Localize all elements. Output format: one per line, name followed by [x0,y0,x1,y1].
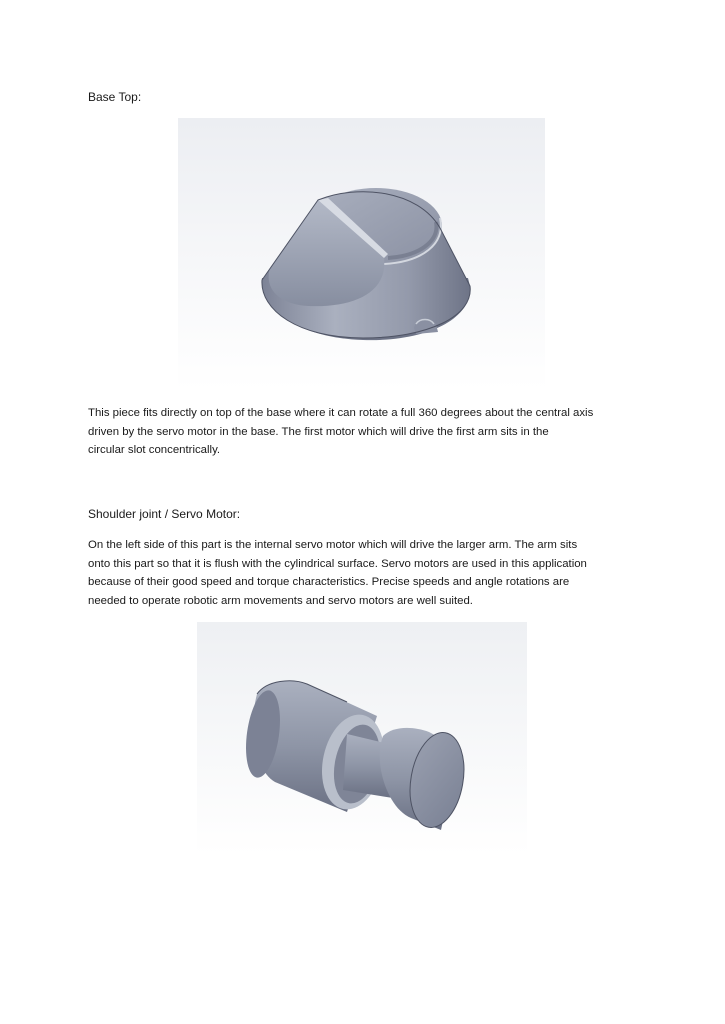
shoulder-joint-render-image [197,622,527,855]
base-top-heading: Base Top: [88,90,142,104]
shoulder-joint-heading: Shoulder joint / Servo Motor: [88,507,241,521]
base-top-description [88,404,648,460]
base-top-render-svg [178,118,545,390]
shoulder-joint-render-svg [197,622,527,855]
base-top-render-image [178,118,545,390]
shoulder-joint-description-line: because of their good speed and torque characteristics. Precise speeds and angle rotations are [88,576,570,588]
base-top-description-line: driven by the servo motor in the base. The first motor which will drive the first arm sits in the [88,425,549,438]
shoulder-joint-description-line: On the left side of this part is the internal servo motor which will drive the larger arm. The arm sits [88,539,578,551]
base-top-description-line: This piece fits directly on top of the base where it can rotate a full 360 degrees about the central axis [88,407,594,419]
shoulder-joint-description-line: onto this part so that it is flush with the cylindrical surface. Servo motors are used in this application [88,557,587,570]
shoulder-joint-description [88,536,648,610]
base-top-description-line: circular slot concentrically. [88,444,221,456]
shoulder-joint-description-line: needed to operate robotic arm movements and servo motors are well suited. [88,594,473,607]
